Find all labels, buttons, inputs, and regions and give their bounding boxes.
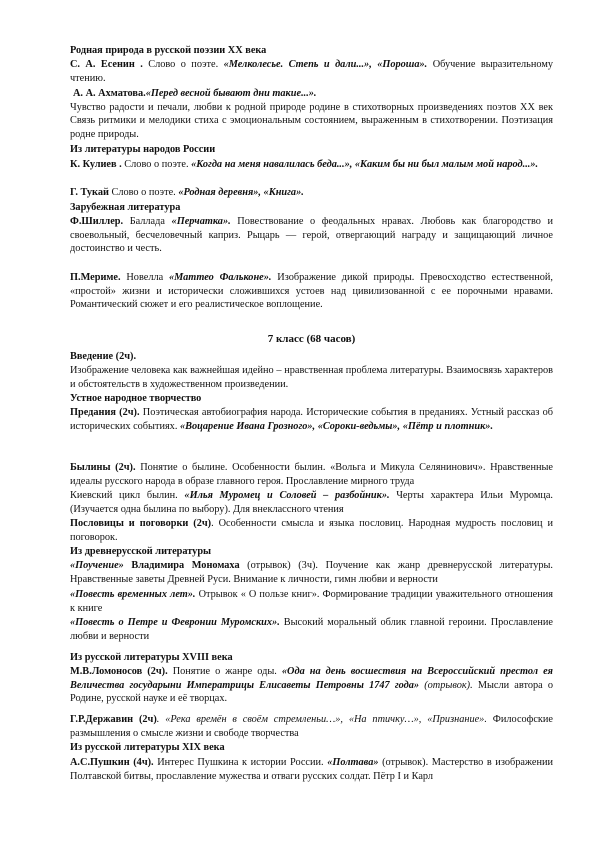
author-pushkin: А.С.Пушкин (4ч). (70, 757, 154, 768)
text: Слово о поэте. (111, 187, 176, 198)
text: Интерес Пушкина к истории России. (157, 757, 324, 768)
text: (отрывок). Мастерство в изображении Полтавской битвы, прославление мужества и отваги русских солдат. Пётр I и Карл (70, 757, 554, 782)
work-povest: «Повесть временных лет». (70, 589, 196, 600)
author-derzhavin: Г.Р.Державин (2ч) (70, 714, 157, 725)
author-kuliev: К. Кулиев . (70, 159, 122, 170)
text: Поэтическая автобиография народа. Исторические события в преданиях. Устный рассказ об исторических событиях. (70, 407, 553, 432)
text: Новелла (126, 272, 164, 283)
paragraph-lomonosov (70, 665, 553, 706)
c19-heading: Из русской литературы XIX века (70, 742, 225, 753)
paragraph-proverbs (70, 517, 553, 544)
note-lomonosov: (отрывок). (424, 679, 473, 691)
oldrus-heading: Из древнерусской литературы (70, 546, 212, 557)
work-peter: «Повесть о Петре и Февронии Муромских». (70, 617, 280, 628)
paragraph-tukay (70, 186, 553, 200)
text: Киевский цикл былин. (70, 490, 178, 501)
section-heading-nature: Родная природа в русской поэзии XX века (70, 45, 267, 56)
works-tukay: «Родная деревня», «Книга». (178, 187, 304, 198)
work-ilya: «Илья Муромец и Соловей – разбойник». (184, 490, 390, 501)
works-predania: «Воцарение Ивана Грозного», «Сороки-ведьмы», «Пётр и плотник». (180, 420, 494, 432)
paragraph-predania (70, 406, 553, 433)
paragraph-derzhavin (70, 713, 553, 740)
text: Высокий моральный облик главной героини. Прославление любви и верности (70, 617, 553, 642)
paragraph-povest (70, 588, 553, 615)
author-schiller: Ф.Шиллер. (70, 216, 124, 227)
folk-heading: Устное народное творчество (70, 393, 202, 404)
author-monomakh: Владимира Мономаха (131, 560, 240, 571)
text: Философские размышления о смысле жизни и свободе творчества (70, 714, 553, 739)
text: Слово о поэте. (124, 159, 189, 170)
label-byliny: Былины (2ч). (70, 462, 136, 473)
text: . Особенности смысла и языка пословиц. Народная мудрость пословиц и поговорок. (70, 518, 553, 543)
text: Баллада (129, 216, 165, 227)
paragraph-akhmatova (70, 87, 553, 141)
work-merimee: «Маттео Фальконе». (169, 272, 272, 283)
text: Мысли автора о Родине, русской науке и её творцах. (70, 679, 554, 705)
text: Повествование о феодальных нравах. Любовь как благородство и своевольный, бесчеловечный каприз. Рыцарь — герой, отвергающий награду и защищающий личное достоинство и честь. (70, 216, 554, 255)
works-kuliev: «Когда на меня навалилась беда...», «Каким бы ни был малым мой народ...». (191, 159, 539, 170)
work-akhmatova: «Перед весной бывают дни такие...». (145, 88, 317, 99)
text: Изображение дикой природы. Превосходство естественной, «простой» жизни и исторически сложившихся устоев над цивилизованной с ее порочными нравами. Романтический сюжет и его реалистическое воплощение. (70, 272, 554, 311)
text: Понятие о былине. Особенности былин. «Вольга и Микула Селянинович». Нравственные идеалы русского народа в образе главного героя. Прославление мирного труда (70, 462, 553, 487)
intro-heading: Введение (2ч). (70, 351, 137, 362)
works-derzhavin: . «Река времён в своём стремленьи…», «На птичку…», «Признание». (156, 714, 487, 725)
work-pushkin: «Полтава» (327, 757, 379, 768)
work-schiller: «Перчатка». (171, 216, 231, 227)
author-akhmatova: А. А. Ахматова. (73, 88, 146, 99)
text: Понятие о жанре оды. (172, 666, 277, 677)
section-heading-peoples: Из литературы народов России (70, 144, 216, 155)
author-merimee: П.Мериме. (70, 272, 121, 283)
text: Обучение выразительному чтению. (70, 59, 553, 84)
text: Отрывок « О пользе книг». Формирование традиции уважительного отношения к книге (70, 589, 553, 614)
paragraph-byliny (70, 461, 553, 488)
work-monomakh: «Поучение» (70, 560, 124, 571)
paragraph-kiev (70, 489, 553, 516)
text: Черты характера Ильи Муромца. (Изучается одна былина по выбору). Для внеклассного чтения (70, 490, 553, 515)
work-lomonosov: «Ода на день восшествия на Всероссийский престол ея Величества государыни Императрицы Елисаветы Петровны 1747 года» (70, 666, 553, 691)
paragraph-pushkin (70, 756, 553, 783)
paragraph-kuliev (70, 158, 553, 172)
paragraph-schiller (70, 215, 553, 256)
text: (отрывок) (3ч). Поучение как жанр древнерусской литературы. Нравственные заветы Древней Руси. Внимание к личности, гимн любви и верности (70, 560, 553, 585)
text: Слово о поэте. (148, 59, 219, 70)
paragraph-monomakh (70, 559, 553, 586)
author-lomonosov: М.В.Ломоносов (2ч). (70, 666, 168, 677)
text-akhmatova: Чувство радости и печали, любви к родной природе родине в стихотворных произведениях поэтов XX век Связь ритмики и мелодики стиха с эмоциональным состоянием, выраженным в стихотворении. Поэтизация родне природы. (70, 101, 553, 140)
grade-title: 7 класс (68 часов) (267, 333, 356, 345)
intro-text: Изображение человека как важнейшая идейно – нравственная проблема литературы. Взаимосвязь характеров и обстоятельств в художественном произведении. (70, 365, 553, 390)
paragraph-merimee (70, 271, 553, 312)
author-tukay: Г. Тукай (70, 187, 109, 198)
c18-heading: Из русской литературы XVIII века (70, 652, 233, 663)
author-esenin: С. А. Есенин . (70, 59, 143, 70)
paragraph-peter (70, 616, 553, 643)
label-predania: Предания (2ч). (70, 407, 140, 418)
paragraph-esenin (70, 58, 553, 85)
works-esenin: «Мелколесье. Степь и дали...», «Пороша». (223, 59, 428, 70)
section-heading-foreign: Зарубежная литература (70, 202, 181, 213)
label-proverbs: Пословицы и поговорки (2ч) (70, 518, 212, 529)
